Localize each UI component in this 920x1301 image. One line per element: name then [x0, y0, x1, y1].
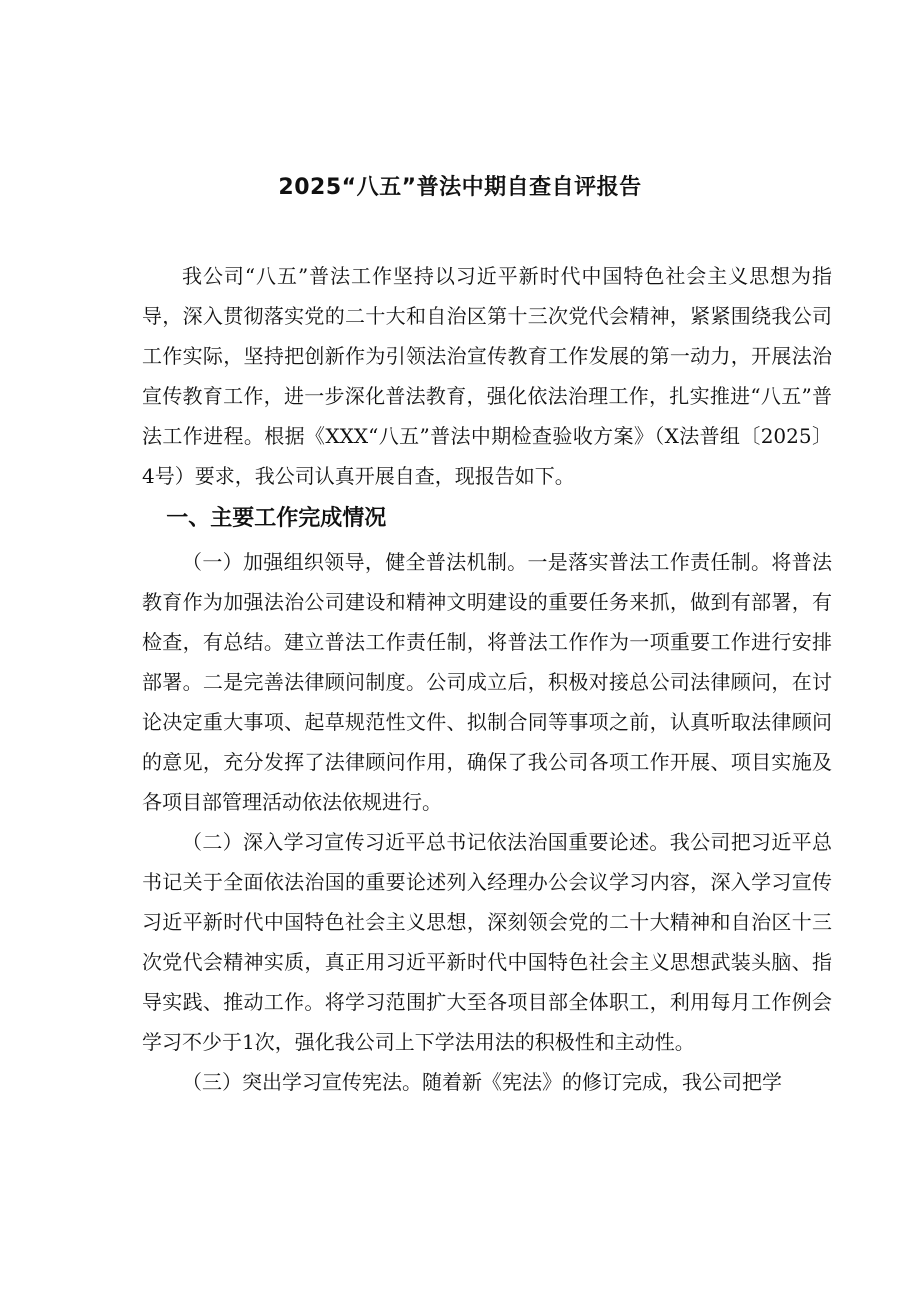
paragraph-3: （三）突出学习宣传宪法。随着新《宪法》的修订完成，我公司把学 [182, 1070, 782, 1094]
document-body [142, 256, 832, 1102]
document-title: 2025“八五”普法中期自查自评报告 [278, 175, 642, 200]
paragraph-2: （二）深入学习宣传习近平总书记依法治国重要论述。我公司把习近平总书记关于全面依法治国的重要论述列入经理办公会议学习内容，深入学习宣传习近平新时代中国特色社会主义思想，深刻领会党的二十大精神和自治区十三次党代会精神实质，真正用习近平新时代中国特色社会主义思想武装头脑、指导实践、推动工作。将学习范围扩大至各项目部全体职工，利用每月工作例会学习不少于1次，强化我公司上下学法用法的积极性和主动性。 [142, 830, 832, 1054]
paragraph-1: （一）加强组织领导，健全普法机制。一是落实普法工作责任制。将普法教育作为加强法治公司建设和精神文明建设的重要任务来抓，做到有部署，有检查，有总结。建立普法工作责任制，将普法工作作为一项重要工作进行安排部署。二是完善法律顾问制度。公司成立后，积极对接总公司法律顾问，在讨论决定重大事项、起草规范性文件、拟制合同等事项之前，认真听取法律顾问的意见，充分发挥了法律顾问作用，确保了我公司各项工作开展、项目实施及各项目部管理活动依法依规进行。 [142, 550, 832, 814]
intro-paragraph: 我公司“八五”普法工作坚持以习近平新时代中国特色社会主义思想为指导，深入贯彻落实党的二十大和自治区第十三次党代会精神，紧紧围绕我公司工作实际，坚持把创新作为引领法治宣传教育工作发展的第一动力，开展法治宣传教育工作，进一步深化普法教育，强化依法治理工作，扎实推进“八五”普法工作进程。根据《XXX“八五”普法中期检查验收方案》（X法普组〔2025〕4号）要求，我公司认真开展自查，现报告如下。 [142, 264, 832, 488]
section-heading: 一、主要工作完成情况 [166, 506, 387, 531]
